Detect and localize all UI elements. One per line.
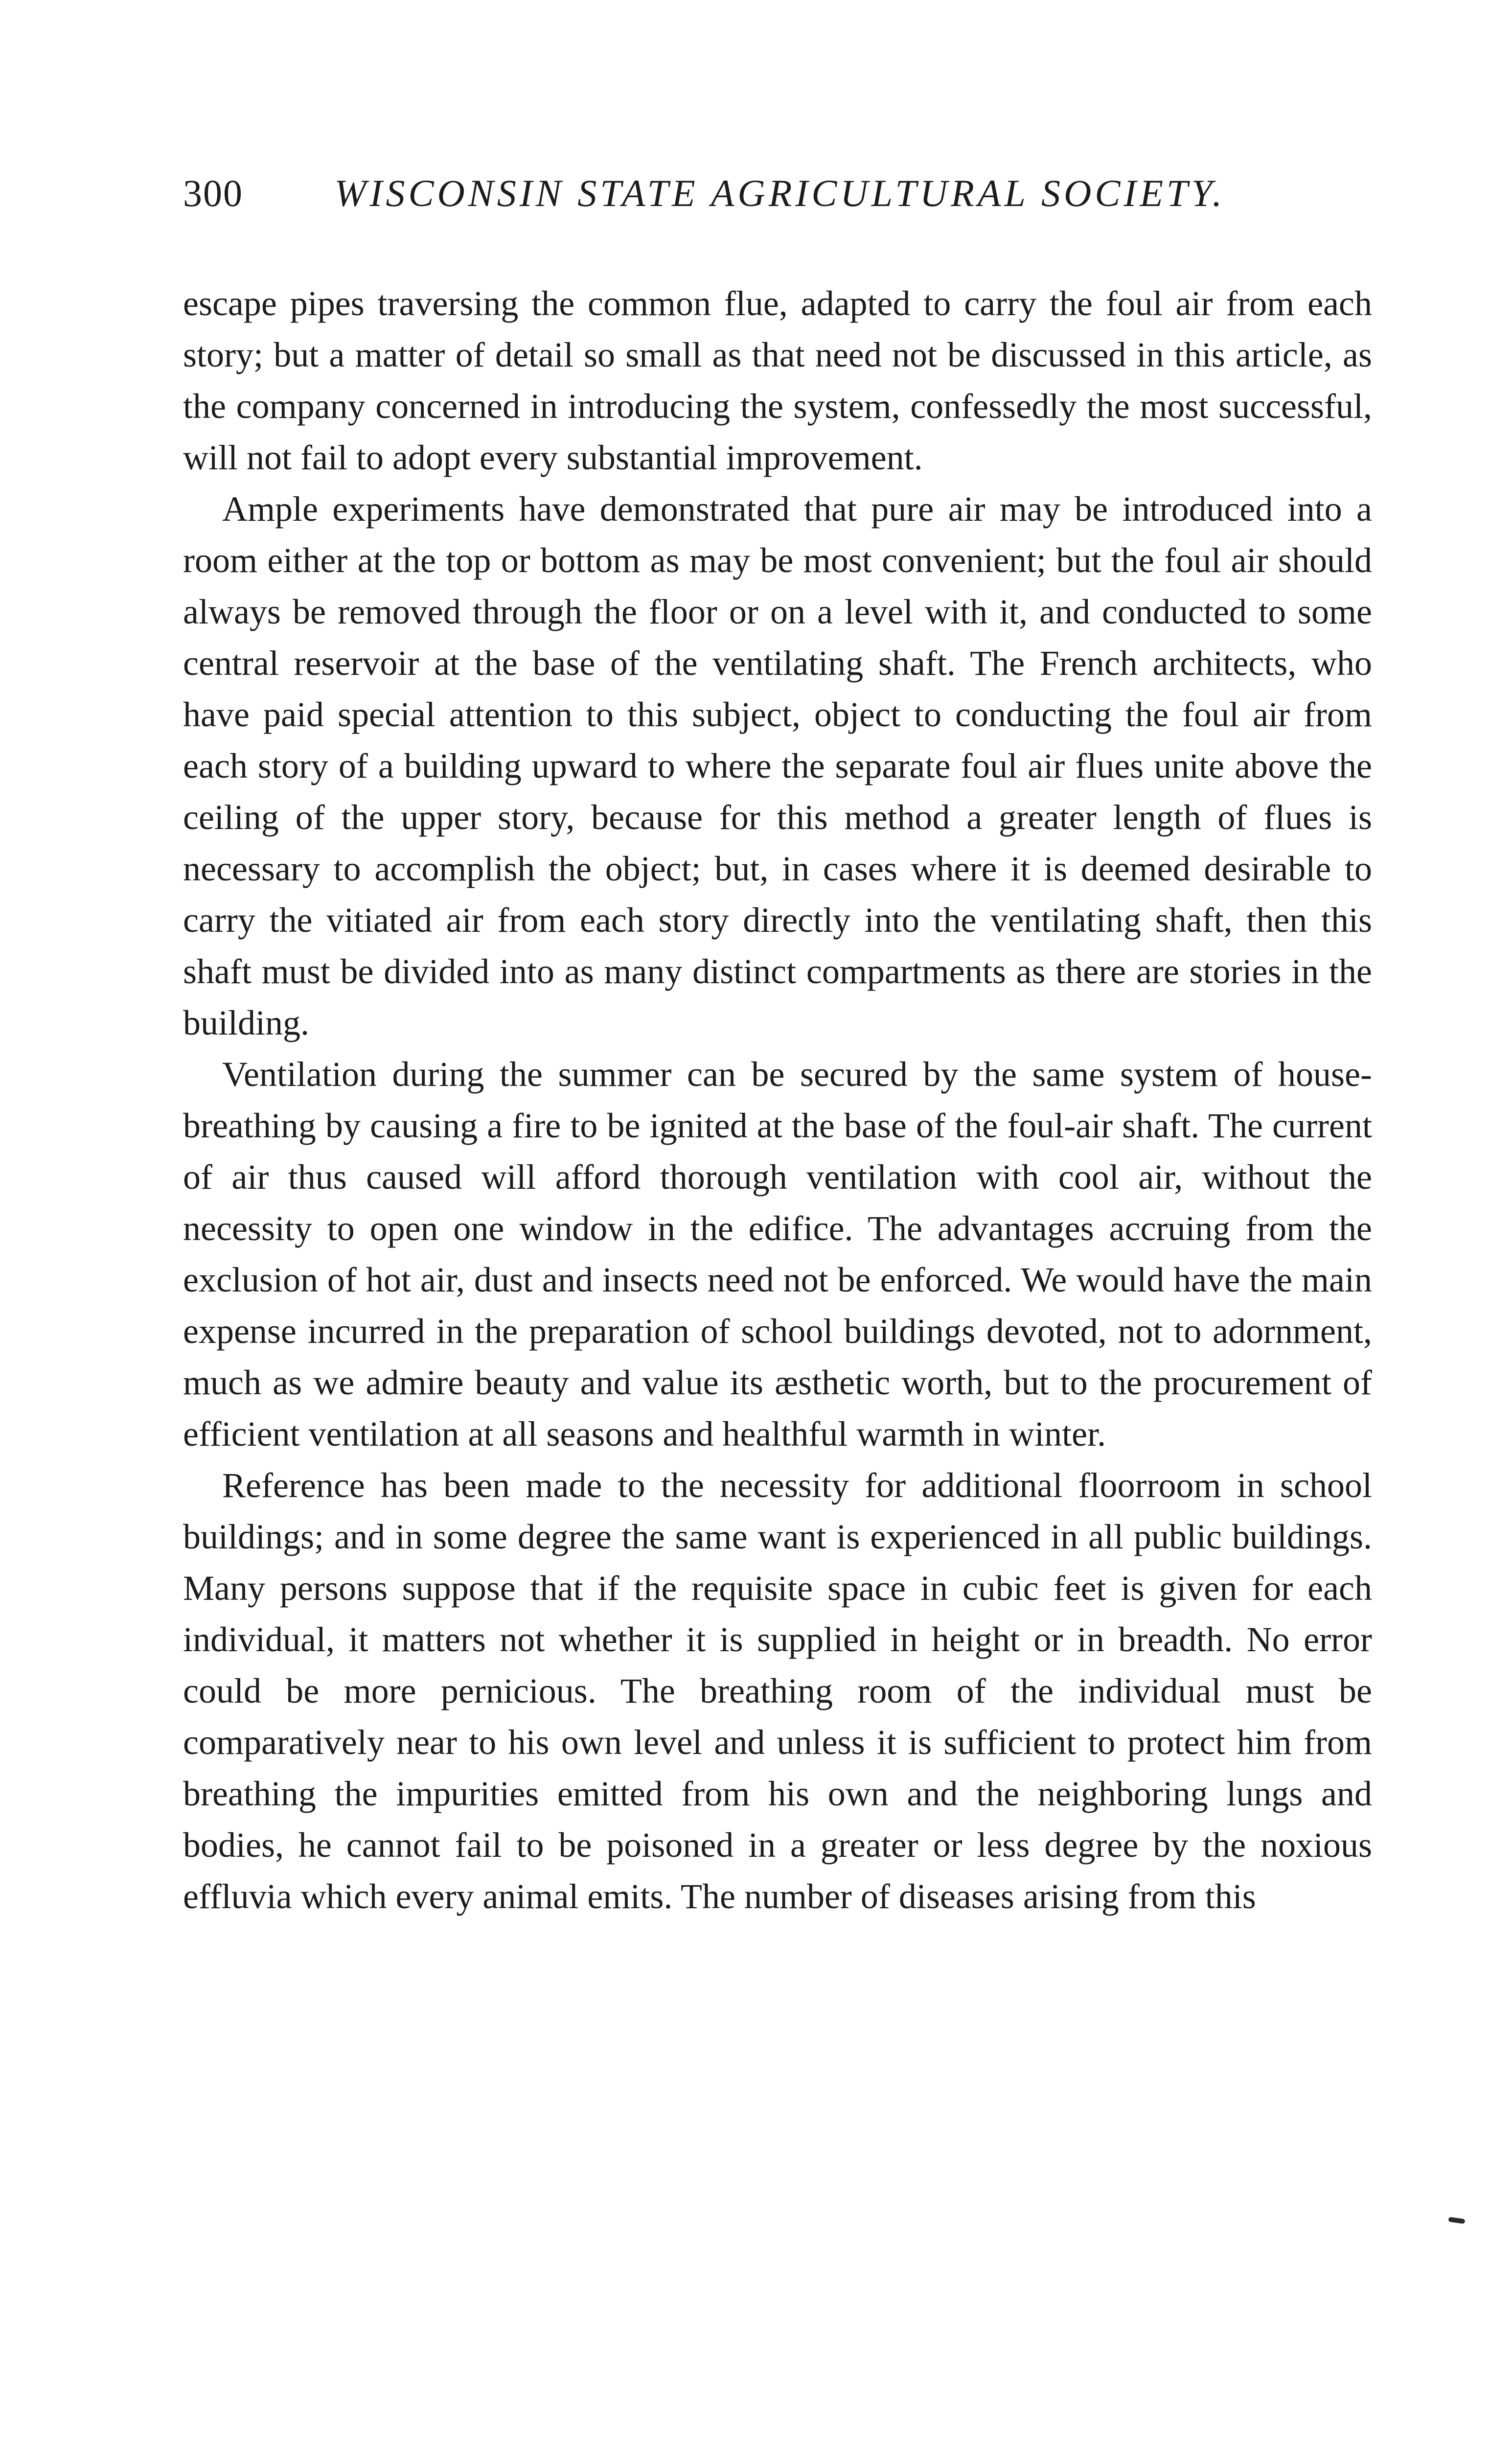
paragraph-air-removal: Ample experiments have demonstrated that pure air may be introduced into a room either at the top or bottom as may be most convenient; but the foul air should always be removed through the floor or on a level with it, and conducted to some central reservoir at the base of the ventilating shaft. The French architects, who have paid special attention to this subject, object to conducting the foul air from each story of a building upward to where the separate foul air flues unite above the ceiling of the upper story, because for this method a greater length of flues is necessary to accomplish the object; but, in cases where it is deemed desirable to carry the vitiated air from each story directly into the ventilating shaft, then this shaft must be divided into as many distinct compartments as there are stories in the building. [183, 489, 1372, 1042]
paragraph-continued: escape pipes traversing the common flue, adapted to carry the foul air from each story; but a matter of detail so small as that need not be discussed in this article, as the company concerned in introducing the system, confessedly the most successful, will not fail to adopt every substantial improvement. [183, 284, 1372, 477]
page-header [183, 166, 1367, 220]
body-text [183, 278, 1372, 2358]
running-title: WISCONSIN STATE AGRICULTURAL SOCIETY. [334, 172, 1226, 214]
paragraph-summer-ventilation: Ventilation during the summer can be secured by the same system of house-breathing by causing a fire to be ignited at the base of the foul-air shaft. The current of air thus caused will afford thorough ventilation with cool air, without the necessity to open one window in the edifice. The advantages accruing from the exclusion of hot air, dust and insects need not be enforced. We would have the main expense incurred in the preparation of school buildings devoted, not to adornment, much as we admire beauty and value its æsthetic worth, but to the procurement of efficient ventilation at all seasons and healthful warmth in winter. [183, 1055, 1372, 1454]
margin-ink-mark [1448, 2217, 1465, 2224]
paragraph-floor-room: Reference has been made to the necessity for additional floorroom in school buildings; and in some degree the same want is experienced in all public buildings. Many persons suppose that if the requisite space in cubic feet is given for each individual, it matters not whether it is supplied in height or in breadth. No error could be more pernicious. The breathing room of the individual must be comparatively near to his own level and unless it is sufficient to protect him from breathing the impurities emitted from his own and the neighboring lungs and bodies, he cannot fail to be poisoned in a greater or less degree by the noxious effluvia which every animal emits. The number of diseases arising from this [183, 1466, 1372, 1916]
page-number: 300 [183, 172, 243, 214]
